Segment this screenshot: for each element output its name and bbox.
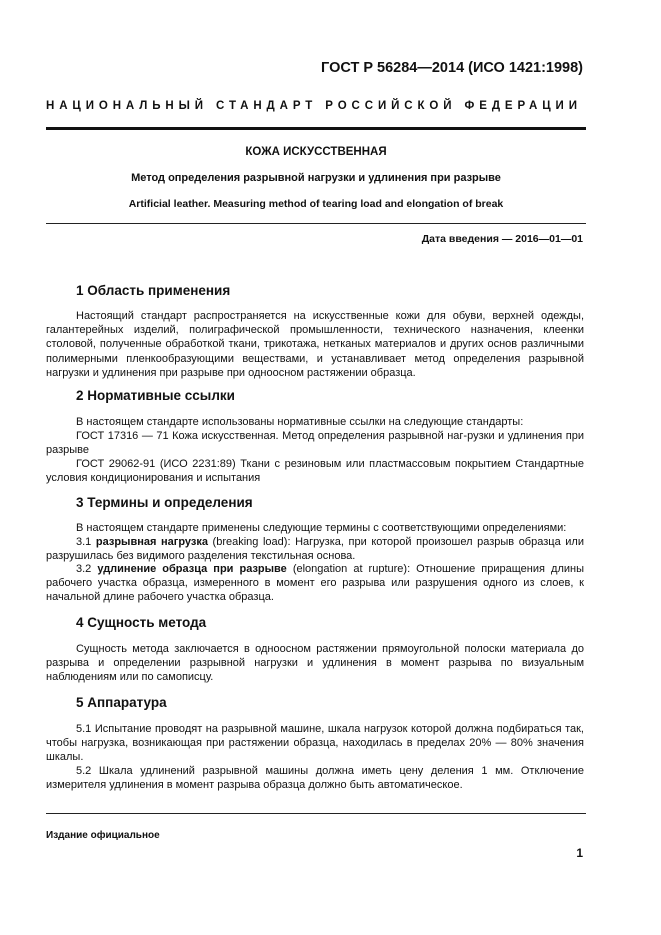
section-5-heading: 5 Аппаратура: [76, 695, 167, 710]
term-number: 3.2: [76, 563, 98, 575]
term-number: 3.1: [76, 536, 96, 548]
document-title: КОЖА ИСКУССТВЕННАЯ: [245, 146, 387, 158]
section-4-paragraph: Сущность метода заключается в одноосном растяжении прямоугольной полоски материала до разрыва и определении разрывной нагрузки и удлинения в момент разрыва по визуальным наблюдениям или по самописцу.: [46, 643, 584, 684]
standard-code: ГОСТ Р 56284—2014 (ИСО 1421:1998): [321, 60, 583, 76]
section-2-heading: 2 Нормативные ссылки: [76, 388, 235, 403]
document-subtitle: Метод определения разрывной нагрузки и удлинения при разрыве: [131, 172, 501, 184]
introduction-date: Дата введения — 2016—01—01: [421, 233, 583, 245]
term-breaking-load: [46, 535, 584, 563]
term-elongation: [46, 562, 584, 605]
term-definition: (elongation at rupture): Отношение приращения длины рабочего участка образца, измеренного в момент его разрыва или разрушения одного из слоев, к начальной длине рабочего участка образца.: [46, 563, 584, 604]
section-4-heading: 4 Сущность метода: [76, 615, 207, 630]
national-standard-banner: НАЦИОНАЛЬНЫЙ СТАНДАРТ РОССИЙСКОЙ ФЕДЕРАЦИИ: [46, 100, 582, 112]
section-2-reference-1: ГОСТ 17316 — 71 Кожа искусственная. Метод определения разрывной наг-рузки и удлинения при разрыве: [46, 430, 584, 457]
section-2-paragraph-1: В настоящем стандарте использованы нормативные ссылки на следующие стандарты:: [76, 416, 524, 428]
term-definition: (breaking load): Нагрузка, при которой произошел разрыв образца или разрушилась без видимого разделения текстильная основа.: [46, 536, 584, 563]
header-divider: [46, 127, 586, 130]
title-divider: [46, 223, 586, 224]
edition-note: Издание официальное: [46, 830, 160, 841]
section-3-paragraph-1: В настоящем стандарте применены следующие термины с соответствующими определениями:: [76, 522, 567, 534]
section-2-reference-2: ГОСТ 29062-91 (ИСО 2231:89) Ткани с резиновым или пластмассовым покрытием Стандартные условия кондиционирования и испытания: [46, 458, 584, 485]
document-title-english: Artificial leather. Measuring method of tearing load and elongation of break: [128, 198, 504, 210]
section-1-heading: 1 Область применения: [76, 283, 231, 298]
section-5-paragraph-2: 5.2 Шкала удлинений разрывной машины должна иметь цену деления 1 мм. Отключение измерителя удлинения в момент разрыва образца должно быть автоматическое.: [46, 765, 584, 792]
term-name: разрывная нагрузка: [95, 536, 208, 548]
page-number: 1: [576, 846, 583, 860]
footer-divider: [46, 813, 586, 814]
section-5-paragraph-1: 5.1 Испытание проводят на разрывной машине, шкала нагрузок которой должна подбираться так, чтобы нагрузка, возникающая при растяжении образца, находилась в пределах 20% — 80% значения шкалы.: [46, 723, 584, 764]
section-3-heading: 3 Термины и определения: [76, 495, 253, 510]
term-name: удлинение образца при разрыве: [97, 563, 287, 575]
section-1-paragraph: Настоящий стандарт распространяется на искусственные кожи для обуви, верхней одежды, галантерейных изделий, полиграфической промышленности, технического назначения, клеенки столовой, полученные обработкой ткани, трикотажа, нетканых материалов и других основ различными полимерными пленкообразующими веществами, и устанавливает метод определения разрывной нагрузки и удлинения при разрыве при одноосном растяжении образца.: [46, 310, 584, 379]
